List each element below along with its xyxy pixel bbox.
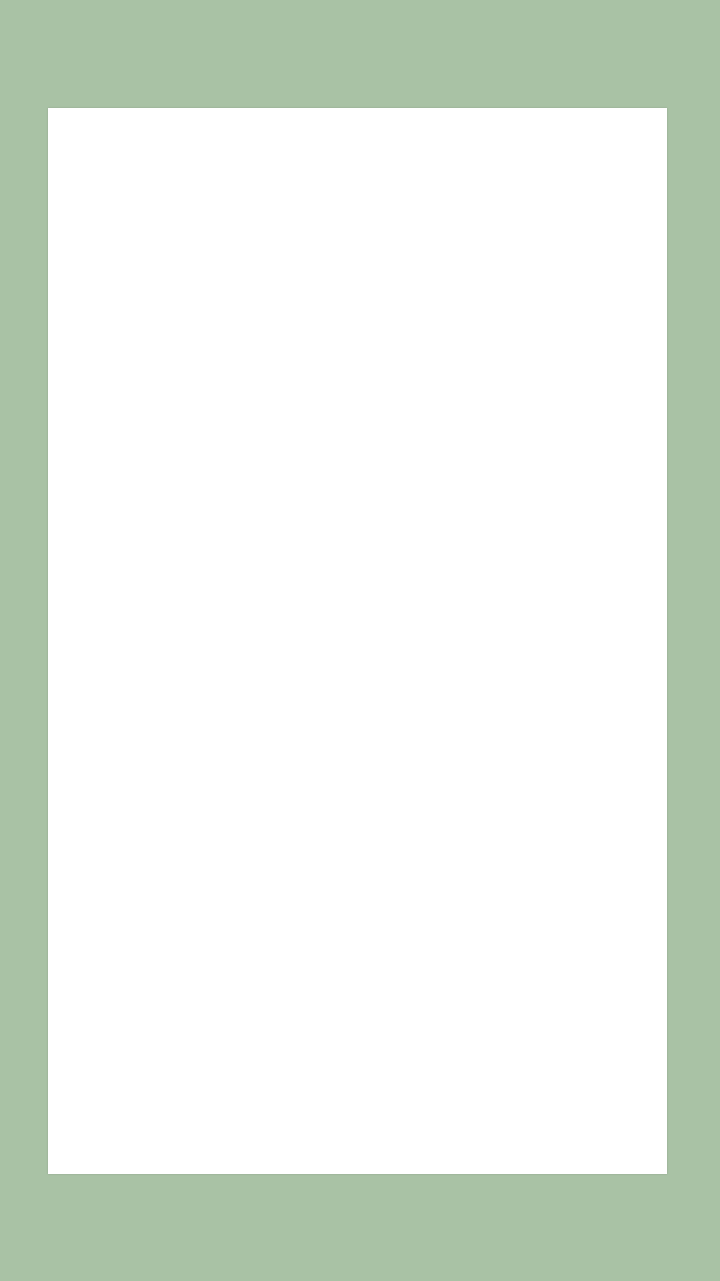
document-page: [48, 108, 667, 1174]
watermark: [222, 284, 604, 773]
